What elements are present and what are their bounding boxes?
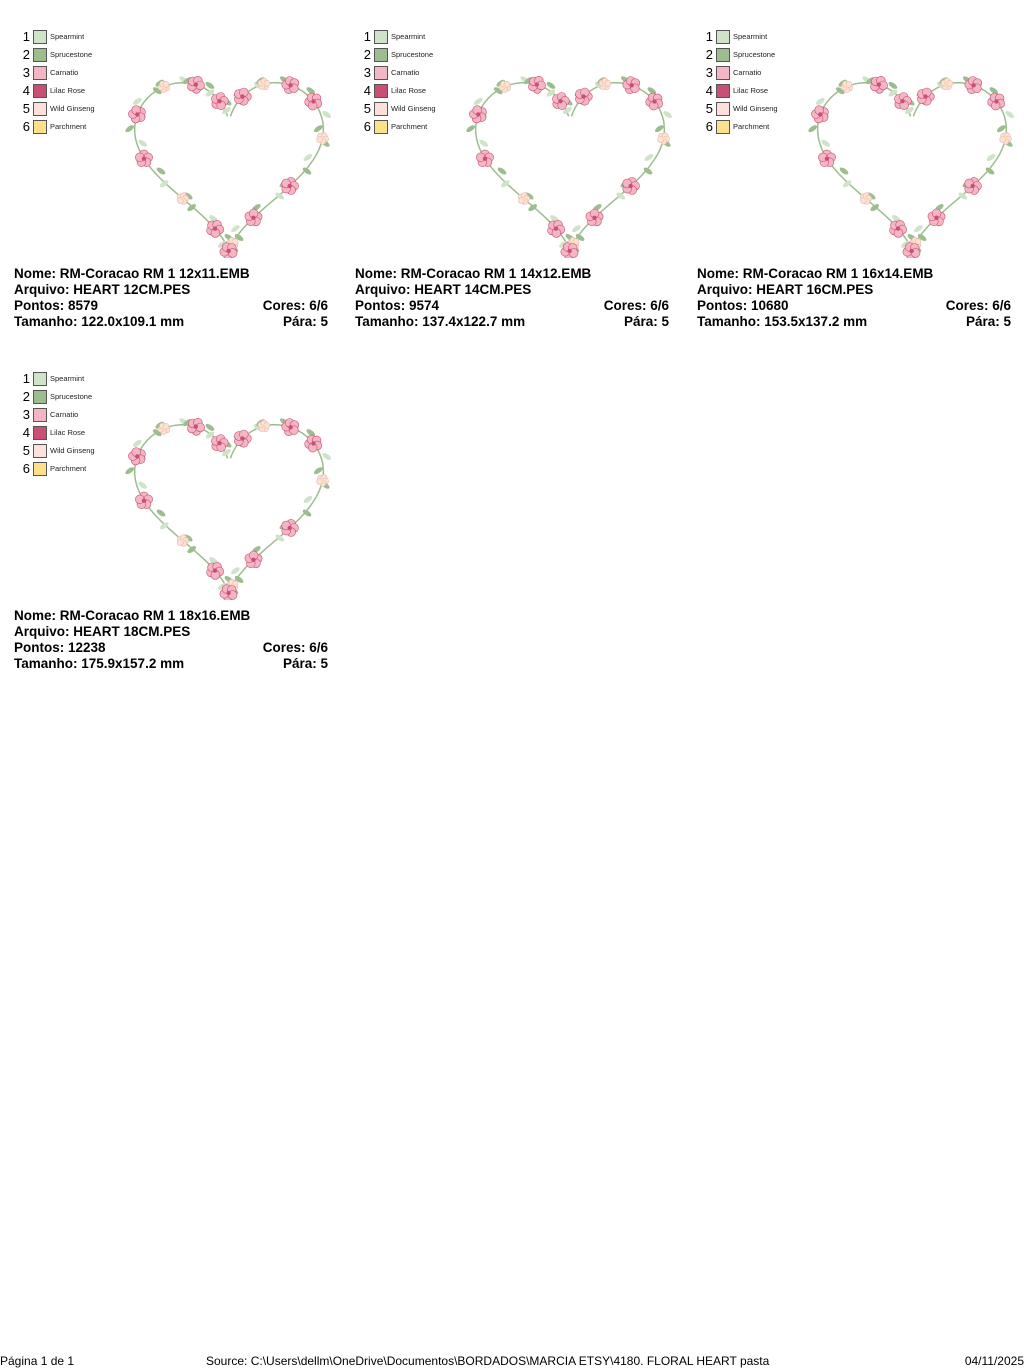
legend-row [703, 28, 803, 46]
rose-flower [211, 435, 228, 452]
color-count: Cores: 6/6 [262, 298, 328, 313]
design-name: Nome: RM-Coracao RM 1 14x12.EMB [355, 266, 592, 281]
legend-number: 4 [22, 425, 30, 440]
color-swatch [33, 462, 47, 476]
leaf [159, 521, 170, 531]
leaf [654, 124, 665, 134]
stitch-count: Pontos: 9574 [355, 298, 440, 313]
rose-flower [818, 150, 835, 167]
color-name: Sprucestone [50, 392, 93, 401]
rose-flower [903, 243, 920, 258]
leaf [478, 138, 489, 148]
floral-heart-preview [797, 58, 1024, 258]
rose-flower [470, 106, 487, 123]
legend-number: 3 [22, 407, 30, 422]
color-swatch [374, 120, 388, 134]
color-swatch [33, 102, 47, 116]
design-card [355, 18, 685, 348]
leaf [473, 97, 484, 107]
color-count: Cores: 6/6 [262, 640, 328, 655]
legend-row [20, 424, 120, 442]
color-swatch [374, 84, 388, 98]
color-name: Spearmint [733, 32, 768, 41]
leaf [662, 110, 673, 120]
color-name: Wild Ginseng [50, 446, 95, 455]
legend-row [20, 28, 120, 46]
rose-flower [476, 150, 493, 167]
legend-row [703, 46, 803, 64]
design-info [14, 608, 328, 672]
color-name: Lilac Rose [391, 86, 427, 95]
legend-row [20, 100, 120, 118]
design-name: Nome: RM-Coracao RM 1 16x14.EMB [697, 266, 934, 281]
legend-number: 2 [363, 47, 371, 62]
rose-flower [135, 150, 152, 167]
legend-row [703, 64, 803, 82]
legend-number: 1 [705, 29, 713, 44]
rose-flower [129, 448, 146, 465]
design-card [14, 18, 344, 348]
design-name: Nome: RM-Coracao RM 1 18x16.EMB [14, 608, 251, 623]
legend-number: 5 [363, 101, 371, 116]
color-name: Lilac Rose [733, 86, 769, 95]
rose-flower [890, 220, 907, 237]
design-size: Tamanho: 175.9x157.2 mm [14, 656, 185, 671]
color-name: Lilac Rose [50, 428, 86, 437]
legend-row [361, 118, 461, 136]
legend-row [20, 460, 120, 478]
leaf [807, 124, 818, 134]
legend-number: 2 [705, 47, 713, 62]
rose-flower [894, 93, 911, 110]
legend-row [20, 406, 120, 424]
color-name: Parchment [50, 464, 87, 473]
leaf [527, 203, 538, 213]
color-name: Carnatio [50, 410, 79, 419]
leaf [869, 203, 880, 213]
rose-flower [552, 93, 569, 110]
color-legend [20, 370, 120, 478]
legend-number: 4 [22, 83, 30, 98]
design-file: Arquivo: HEART 12CM.PES [14, 282, 191, 297]
legend-row [703, 82, 803, 100]
legend-row [361, 100, 461, 118]
color-name: Sprucestone [733, 50, 776, 59]
leaf [1004, 110, 1015, 120]
design-size: Tamanho: 153.5x137.2 mm [697, 314, 868, 329]
color-name: Sprucestone [50, 50, 93, 59]
stop-count: Pára: 5 [965, 314, 1011, 329]
color-swatch [716, 84, 730, 98]
color-swatch [716, 66, 730, 80]
page-number: Página 1 de 1 [0, 1354, 75, 1368]
rose-flower [548, 220, 565, 237]
legend-row [361, 28, 461, 46]
design-file: Arquivo: HEART 18CM.PES [14, 624, 191, 639]
leaf [842, 179, 853, 189]
stop-count: Pára: 5 [282, 314, 328, 329]
color-name: Lilac Rose [50, 86, 86, 95]
rose-flower [305, 93, 322, 110]
color-name: Spearmint [50, 374, 85, 383]
color-swatch [374, 102, 388, 116]
color-name: Sprucestone [391, 50, 434, 59]
leaf [321, 110, 332, 120]
rose-flower [188, 418, 205, 435]
stitch-count: Pontos: 12238 [14, 640, 106, 655]
rose-flower [812, 106, 829, 123]
color-swatch [33, 48, 47, 62]
design-info [355, 266, 669, 330]
source-path: Source: C:\Users\dellm\OneDrive\Documentos\BORDADOS\MARCIA ETSY\4180. FLORAL HEART pasta [206, 1354, 770, 1368]
color-swatch [374, 66, 388, 80]
legend-number: 5 [22, 101, 30, 116]
leaf [137, 480, 148, 490]
design-name: Nome: RM-Coracao RM 1 12x11.EMB [14, 266, 250, 281]
color-legend [20, 28, 120, 136]
design-info [697, 266, 1011, 330]
legend-number: 6 [22, 119, 30, 134]
stop-count: Pára: 5 [282, 656, 328, 671]
color-name: Carnatio [391, 68, 420, 77]
rose-flower [305, 435, 322, 452]
legend-row [361, 82, 461, 100]
color-swatch [33, 372, 47, 386]
legend-number: 2 [22, 47, 30, 62]
color-name: Spearmint [391, 32, 426, 41]
legend-row [20, 82, 120, 100]
legend-number: 5 [22, 443, 30, 458]
color-swatch [33, 390, 47, 404]
rose-flower [646, 93, 663, 110]
legend-row [361, 64, 461, 82]
color-swatch [33, 30, 47, 44]
legend-number: 1 [363, 29, 371, 44]
rose-flower [207, 220, 224, 237]
legend-row [20, 370, 120, 388]
leaf [996, 124, 1007, 134]
color-legend [361, 28, 461, 136]
leaf [313, 466, 324, 476]
floral-heart-preview [114, 400, 344, 600]
stop-count: Pára: 5 [623, 314, 669, 329]
color-swatch [716, 30, 730, 44]
leaf [137, 138, 148, 148]
legend-number: 4 [363, 83, 371, 98]
color-swatch [33, 444, 47, 458]
design-info [14, 266, 328, 330]
legend-number: 5 [705, 101, 713, 116]
leaf [500, 179, 511, 189]
legend-number: 1 [22, 29, 30, 44]
legend-number: 6 [22, 461, 30, 476]
rose-flower [529, 76, 546, 93]
color-count: Cores: 6/6 [945, 298, 1011, 313]
color-swatch [716, 48, 730, 62]
rose-flower [129, 106, 146, 123]
legend-row [361, 46, 461, 64]
leaf [159, 179, 170, 189]
color-swatch [33, 84, 47, 98]
color-swatch [374, 30, 388, 44]
color-name: Wild Ginseng [733, 104, 778, 113]
color-count: Cores: 6/6 [603, 298, 669, 313]
rose-flower [220, 243, 237, 258]
color-name: Carnatio [733, 68, 762, 77]
leaf [465, 124, 476, 134]
color-name: Parchment [733, 122, 770, 131]
leaf [186, 203, 197, 213]
leaf [124, 466, 135, 476]
color-name: Parchment [391, 122, 428, 131]
rose-flower [135, 492, 152, 509]
design-card [697, 18, 1024, 348]
color-name: Carnatio [50, 68, 79, 77]
legend-row [20, 118, 120, 136]
color-swatch [374, 48, 388, 62]
legend-number: 2 [22, 389, 30, 404]
floral-heart-preview [114, 58, 344, 258]
color-name: Wild Ginseng [50, 104, 95, 113]
legend-row [703, 118, 803, 136]
legend-number: 3 [22, 65, 30, 80]
legend-row [20, 64, 120, 82]
leaf [321, 452, 332, 462]
rose-flower [207, 562, 224, 579]
legend-number: 1 [22, 371, 30, 386]
leaf [132, 97, 143, 107]
color-name: Parchment [50, 122, 87, 131]
legend-row [20, 388, 120, 406]
design-card [14, 360, 344, 690]
design-file: Arquivo: HEART 14CM.PES [355, 282, 532, 297]
legend-row [703, 100, 803, 118]
color-swatch [33, 66, 47, 80]
leaf [820, 138, 831, 148]
design-size: Tamanho: 122.0x109.1 mm [14, 314, 185, 329]
color-swatch [33, 408, 47, 422]
legend-number: 3 [705, 65, 713, 80]
print-date: 04/11/2025 [964, 1354, 1024, 1368]
legend-number: 6 [705, 119, 713, 134]
rose-flower [220, 585, 237, 600]
color-name: Spearmint [50, 32, 85, 41]
color-name: Wild Ginseng [391, 104, 436, 113]
rose-flower [988, 93, 1005, 110]
leaf [124, 124, 135, 134]
rose-flower [561, 243, 578, 258]
color-swatch [716, 102, 730, 116]
design-file: Arquivo: HEART 16CM.PES [697, 282, 874, 297]
floral-heart-preview [455, 58, 685, 258]
color-swatch [33, 120, 47, 134]
color-swatch [716, 120, 730, 134]
legend-number: 3 [363, 65, 371, 80]
leaf [186, 545, 197, 555]
legend-number: 6 [363, 119, 371, 134]
design-size: Tamanho: 137.4x122.7 mm [355, 314, 526, 329]
stitch-count: Pontos: 8579 [14, 298, 99, 313]
legend-row [20, 46, 120, 64]
stitch-count: Pontos: 10680 [697, 298, 789, 313]
legend-row [20, 442, 120, 460]
leaf [815, 97, 826, 107]
leaf [313, 124, 324, 134]
leaf [132, 439, 143, 449]
rose-flower [211, 93, 228, 110]
rose-flower [188, 76, 205, 93]
legend-number: 4 [705, 83, 713, 98]
rose-flower [871, 76, 888, 93]
color-swatch [33, 426, 47, 440]
color-legend [703, 28, 803, 136]
